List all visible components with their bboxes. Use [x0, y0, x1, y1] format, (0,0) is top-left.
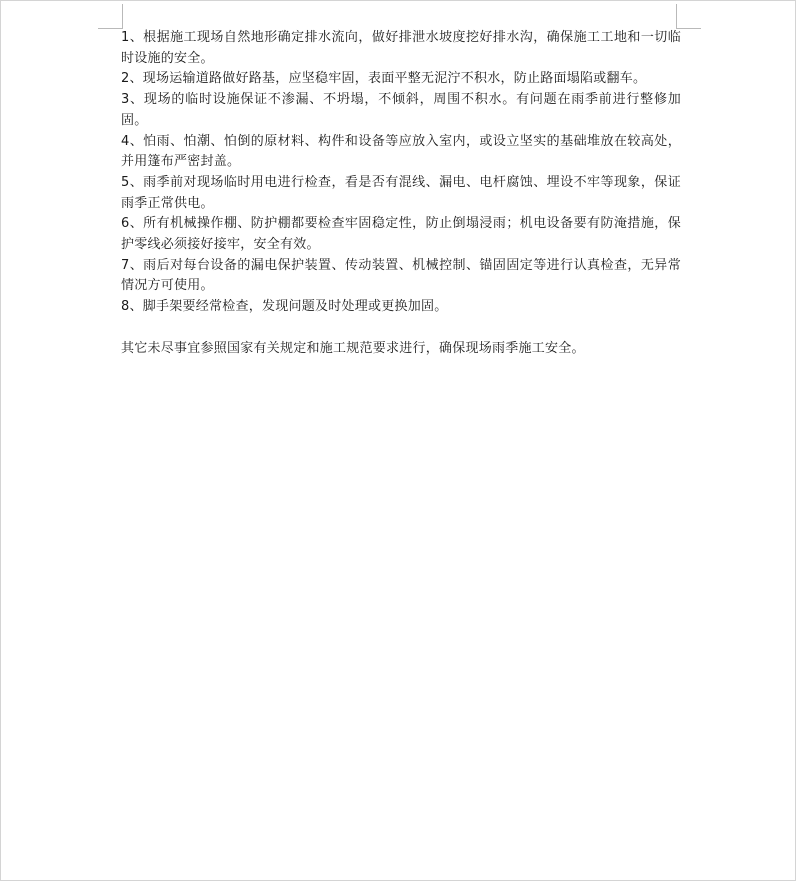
empty-line: [121, 318, 681, 339]
list-item-4: 4、怕雨、怕潮、怕倒的原材料、构件和设备等应放入室内，或设立坚实的基础堆放在较高处，并用篷布严密封盖。: [121, 133, 681, 170]
list-item-3: 3、现场的临时设施保证不渗漏、不坍塌，不倾斜，周围不积水。有问题在雨季前进行整修加固。: [121, 92, 681, 128]
list-item-2: 2、现场运输道路做好路基，应坚稳牢固，表面平整无泥泞不积水，防止路面塌陷或翻车。: [121, 71, 647, 87]
crop-mark-top-left: [98, 4, 123, 29]
list-item-7: 7、雨后对每台设备的漏电保护装置、传动装置、机械控制、锚固固定等进行认真检查，无异常情况方可使用。: [121, 257, 681, 294]
list-item-1: 1、根据施工现场自然地形确定排水流向，做好排泄水坡度挖好排水沟，确保施工工地和一切临时设施的安全。: [121, 30, 681, 66]
document-body[interactable]: [121, 28, 681, 359]
crop-mark-top-right: [676, 4, 701, 29]
list-item-8: 8、脚手架要经常检查，发现问题及时处理或更换加固。: [121, 299, 448, 315]
list-item-5: 5、雨季前对现场临时用电进行检查，看是否有混线、漏电、电杆腐蚀、埋设不牢等现象，保证雨季正常供电。: [121, 174, 681, 211]
closing-paragraph: 其它未尽事宜参照国家有关规定和施工规范要求进行，确保现场雨季施工安全。: [121, 340, 585, 356]
list-item-6: 6、所有机械操作棚、防护棚都要检查牢固稳定性，防止倒塌浸雨；机电设备要有防淹措施，保护零线必须接好接牢，安全有效。: [121, 216, 681, 253]
